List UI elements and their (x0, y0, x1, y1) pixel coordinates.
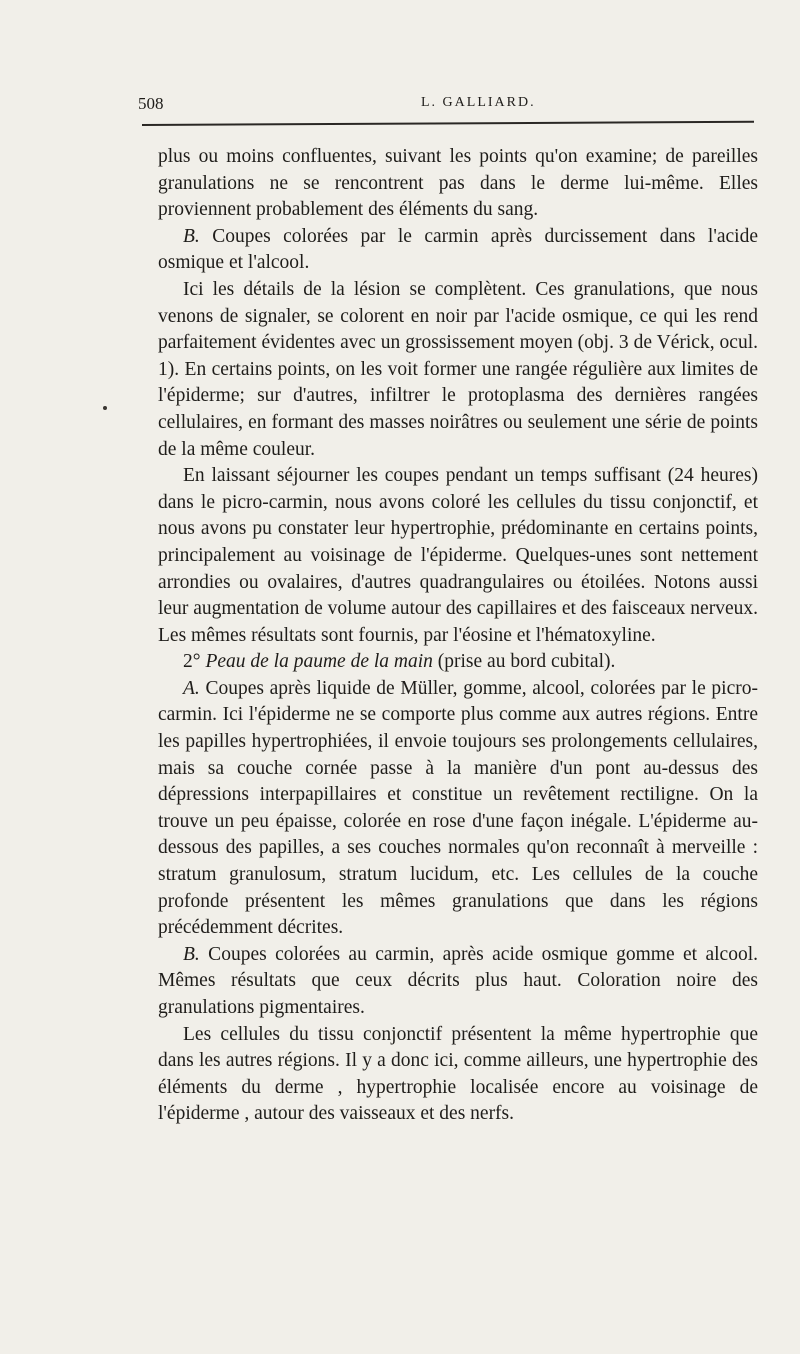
paragraph-2-text: Coupes colorées par le carmin après durcissement dans l'acide osmique et l'alcool. (158, 225, 758, 274)
section-heading (158, 649, 758, 676)
header-rule (142, 121, 754, 126)
paragraph-3-text: Ici les détails de la lésion se complètent. Ces granulations, que nous venons de signaler, se colorent en noir par l'acide osmique, ce qui les rend parfaitement évidentes avec un grossissement moyen (obj. 3 de Vérick, ocul. 1). En certains points, on les voit former une rangée régulière aux limites de l'épiderme; sur d'autres, infiltrer le protoplasma des dernières rangées cellulaires, en formant des masses noirâtres ou seulement une série de points de la même couleur. (158, 278, 758, 460)
paragraph-3 (158, 277, 758, 463)
paragraph-6-lead: A. (183, 677, 200, 699)
paragraph-2-lead: B. (183, 225, 200, 247)
section-title: Peau de la paume de la main (205, 651, 433, 673)
running-head (138, 94, 758, 118)
body-text (158, 144, 758, 1128)
running-head-author: L. GALLIARD. (421, 95, 536, 110)
section-number: 2° (183, 651, 206, 673)
paragraph-4-text: En laissant séjourner les coupes pendant un temps suffisant (24 heures) dans le picro-carmin, nous avons coloré les cellules du tissu conjonctif, et nous avons pu constater leur hypertrophie, prédominante en certains points, principalement au voisinage de l'épiderme. Quelques-unes sont nettement arrondies ou ovalaires, d'autres quadrangulaires ou étoilées. Notons aussi leur augmentation de volume autour des capillaires et des faisceaux nerveux. Les mêmes résultats sont fournis, par l'éosine et l'hématoxyline. (158, 465, 758, 646)
margin-mark (103, 406, 107, 410)
paragraph-2 (158, 224, 758, 277)
section-subtitle: (prise au bord cubital). (432, 651, 616, 673)
paragraph-8 (158, 1022, 758, 1128)
paragraph-6 (158, 676, 758, 942)
page-number: 508 (138, 94, 164, 113)
paragraph-7-lead: B. (183, 943, 200, 965)
paragraph-1 (158, 144, 758, 224)
paragraph-8-text: Les cellules du tissu conjonctif présentent la même hypertrophie que dans les autres régions. Il y a donc ici, comme ailleurs, une hypertrophie des éléments du derme , hypertrophie localisée encore au voisinage de l'épiderme , autour des vaisseaux et des nerfs. (158, 1023, 758, 1125)
paragraph-7-text: Coupes colorées au carmin, après acide osmique gomme et alcool. Mêmes résultats que ceux décrits plus haut. Coloration noire des granulations pigmentaires. (158, 943, 758, 1018)
paragraph-7 (158, 942, 758, 1022)
paragraph-6-text: Coupes après liquide de Müller, gomme, alcool, colorées par le picro-carmin. Ici l'épiderme ne se comporte plus comme aux autres régions. Entre les papilles hypertrophiées, il envoie toujours ses prolongements cellulaires, mais sa couche cornée passe à la manière d'un pont au-dessus des dépressions interpapillaires et constitue un revêtement rectiligne. On la trouve un peu épaisse, colorée en rose d'une façon inégale. L'épiderme au-dessous des papilles, a ses couches normales qu'on reconnaît à merveille : stratum granulosum, stratum lucidum, etc. Les cellules de la couche profonde présentent les mêmes granulations que dans les régions précédemment décrites. (158, 677, 758, 939)
paragraph-1-text: plus ou moins confluentes, suivant les points qu'on examine; de pareilles granulations ne se rencontrent pas dans le derme lui-même. Elles proviennent probablement des éléments du sang. (158, 146, 758, 221)
paragraph-4 (158, 463, 758, 649)
